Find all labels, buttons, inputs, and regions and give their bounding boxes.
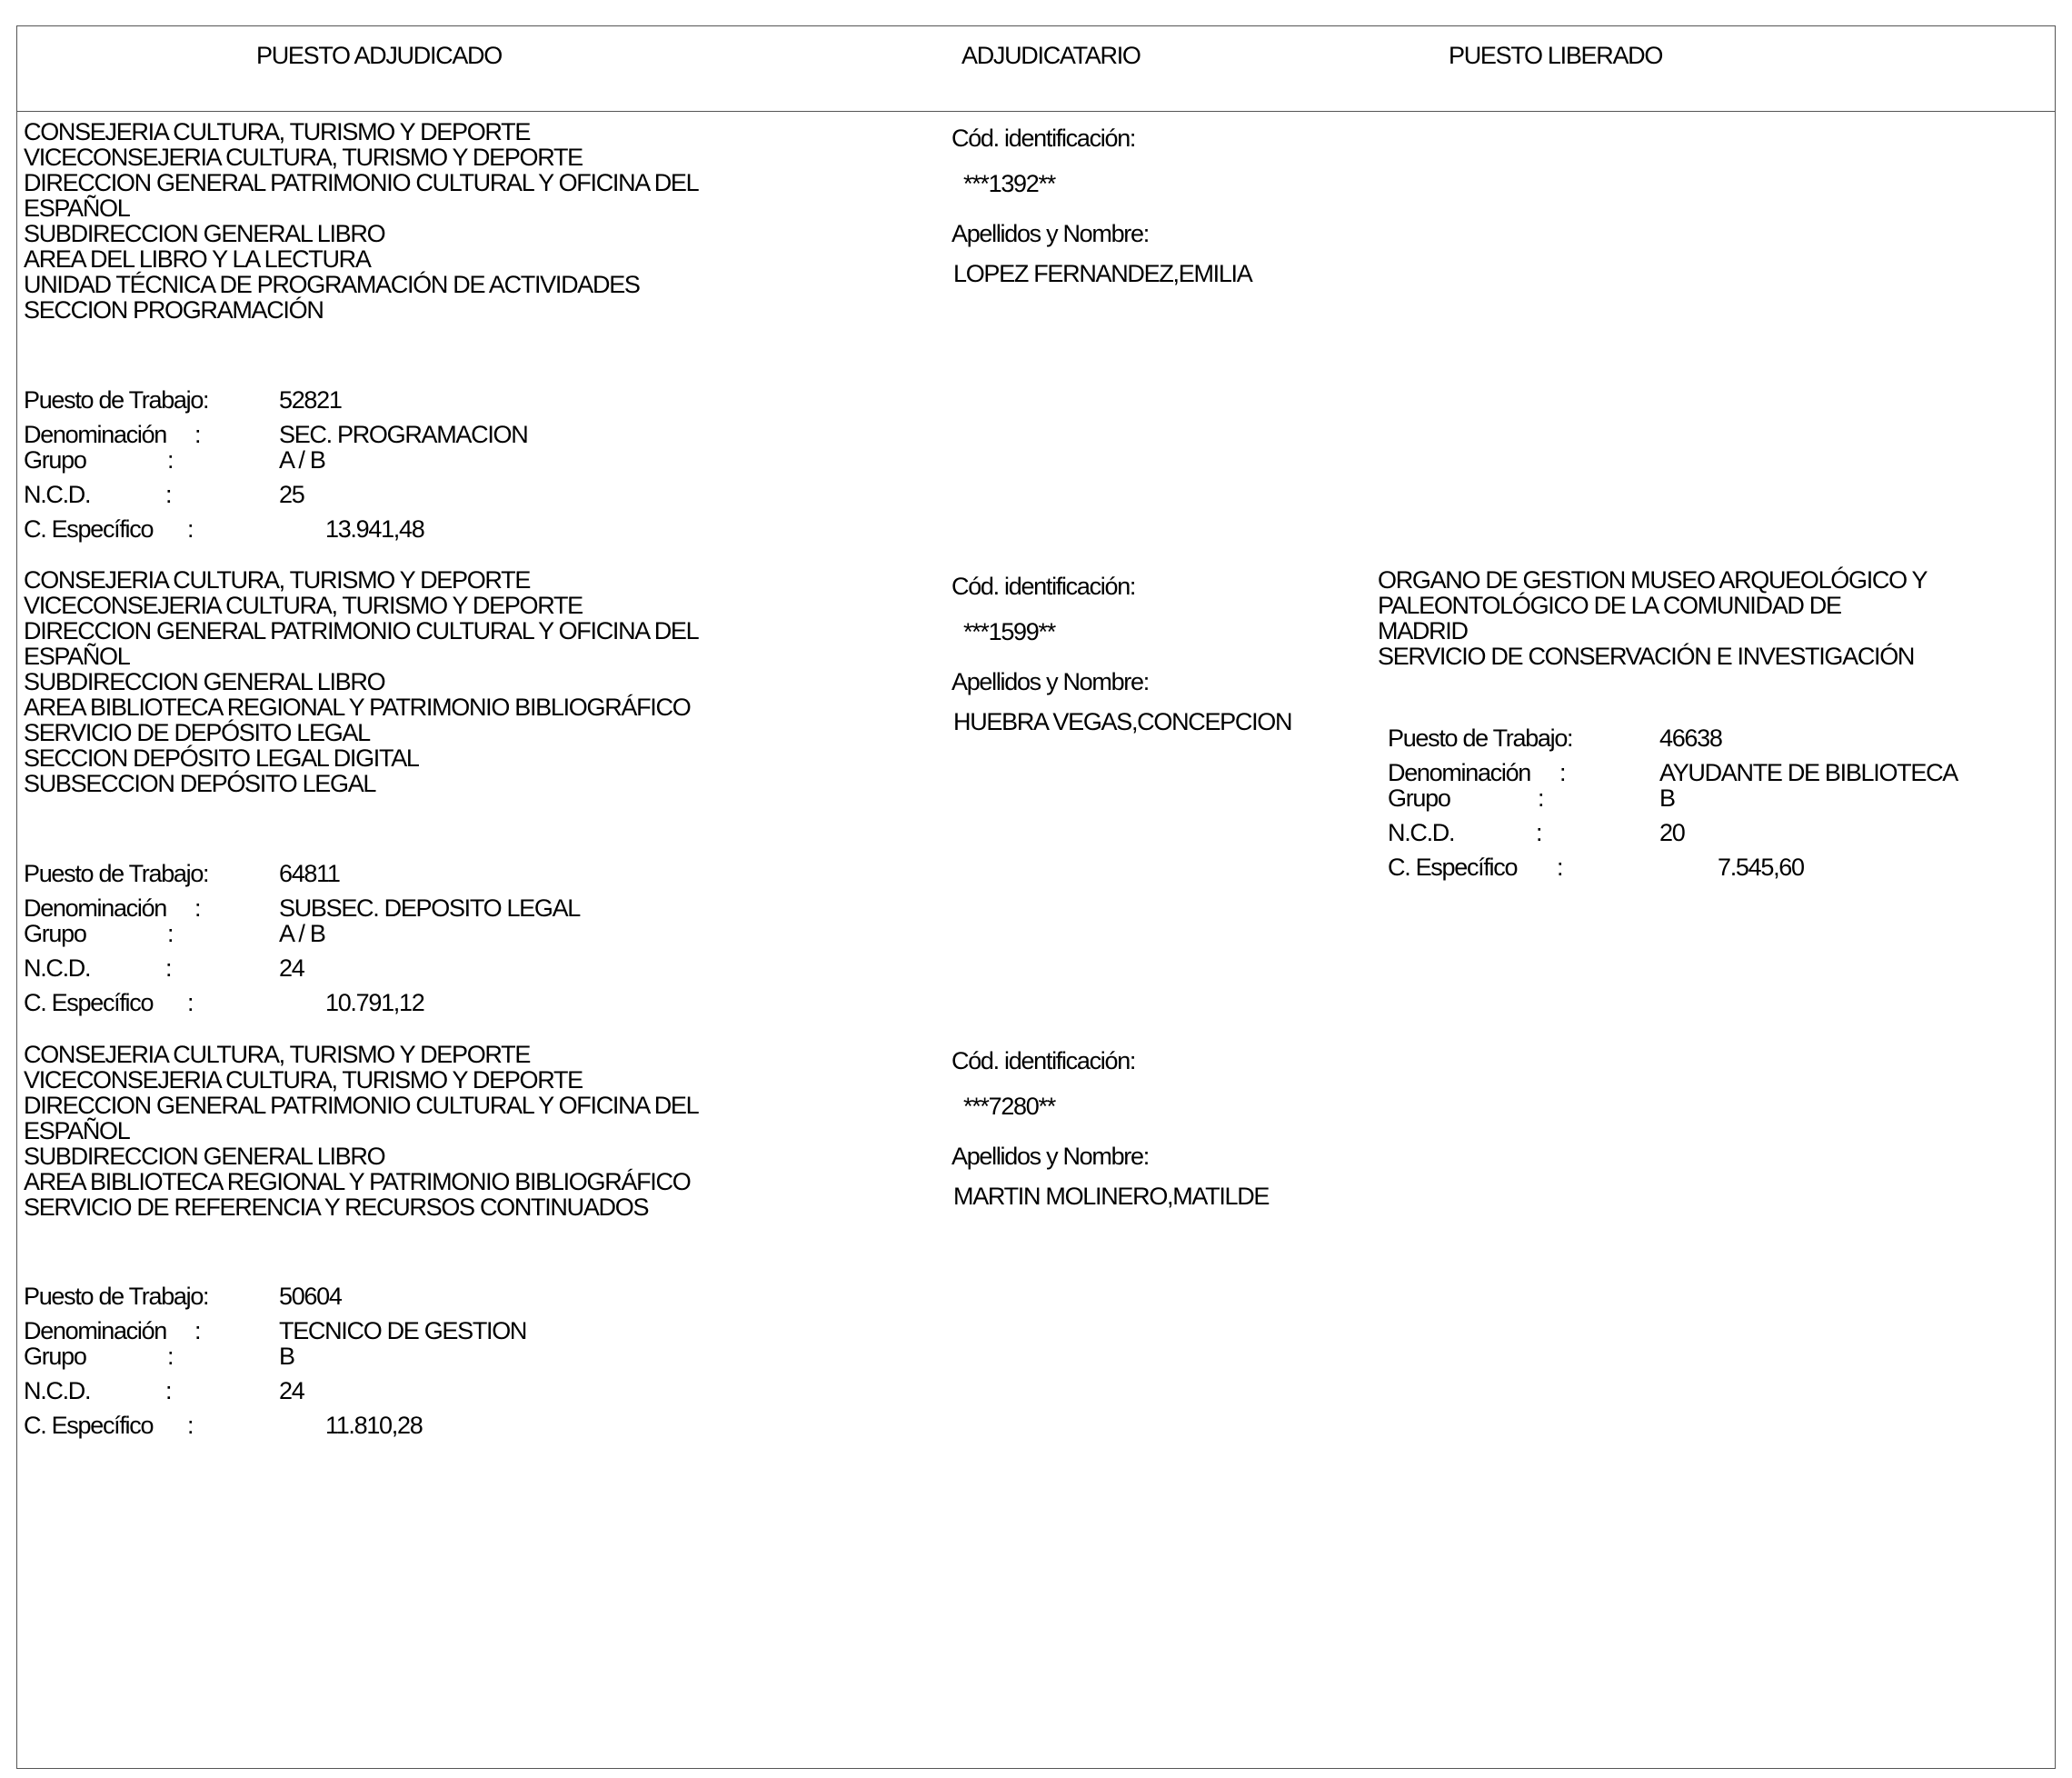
entry-3-puesto-label: Puesto de Trabajo: xyxy=(24,1283,209,1310)
entry-3-especifico-value: 11.810,28 xyxy=(325,1412,423,1439)
entry-1-especifico-value: 13.941,48 xyxy=(325,515,424,543)
entry-1-denominacion-label: Denominación xyxy=(24,421,166,448)
entry-2-ncd-value: 24 xyxy=(279,954,304,982)
entry-2-cod-label: Cód. identificación: xyxy=(951,573,1136,600)
entry-1-grupo-colon: : xyxy=(167,446,174,474)
entry-2-especifico-value: 10.791,12 xyxy=(325,989,424,1016)
entry-2-denominacion-value: SUBSEC. DEPOSITO LEGAL xyxy=(279,894,581,922)
entry-2-grupo-colon: : xyxy=(167,920,174,947)
entry-1-grupo-label: Grupo xyxy=(24,446,86,474)
entry-2-liberado-puesto-value: 46638 xyxy=(1659,724,1722,752)
entry-2-liberado-ncd-value: 20 xyxy=(1659,819,1685,846)
entry-3-cod-label: Cód. identificación: xyxy=(951,1047,1136,1074)
entry-3-ncd-value: 24 xyxy=(279,1377,304,1404)
entry-2-liberado-denominacion-colon: : xyxy=(1559,759,1566,786)
header-adjudicatario: ADJUDICATARIO xyxy=(961,42,1141,69)
entry-1-especifico-colon: : xyxy=(187,515,194,543)
entry-1-nombre-value: LOPEZ FERNANDEZ,EMILIA xyxy=(953,260,1252,287)
entry-3-grupo-colon: : xyxy=(167,1343,174,1370)
entry-2-liberado-ncd-colon: : xyxy=(1536,819,1542,846)
entry-1-puesto-label: Puesto de Trabajo: xyxy=(24,386,209,414)
entry-3-cod-value: ***7280** xyxy=(963,1093,1055,1120)
entry-3-especifico-label: C. Específico xyxy=(24,1412,154,1439)
entry-1-puesto-value: 52821 xyxy=(279,386,342,414)
entry-1-especifico-label: C. Específico xyxy=(24,515,154,543)
entry-2-apellidos-label: Apellidos y Nombre: xyxy=(951,668,1149,695)
entry-2-especifico-colon: : xyxy=(187,989,194,1016)
entry-1-apellidos-label: Apellidos y Nombre: xyxy=(951,220,1149,247)
entry-2-liberado-especifico-value: 7.545,60 xyxy=(1718,854,1804,881)
entry-3-denominacion-value: TECNICO DE GESTION xyxy=(279,1317,527,1344)
entry-3-ncd-colon: : xyxy=(165,1377,172,1404)
header-divider xyxy=(16,111,2056,112)
entry-2-denominacion-label: Denominación xyxy=(24,894,166,922)
entry-3-denominacion-colon: : xyxy=(194,1317,201,1344)
entry-3-organization: CONSEJERIA CULTURA, TURISMO Y DEPORTE VICECONSEJERIA CULTURA, TURISMO Y DEPORTE DIRECCION GENERAL PATRIMONIO CULTURAL Y OFICINA DEL ESPAÑOL SUBDIRECCION GENERAL LIBRO AREA BIBLIOTECA REGIONAL Y PATRIMONIO BIBLIOGRÁFICO SERVICIO DE REFERENCIA Y RECURSOS CONTINUADOS xyxy=(24,1041,699,1221)
entry-1-ncd-colon: : xyxy=(165,481,172,508)
entry-2-liberado-organization: ORGANO DE GESTION MUSEO ARQUEOLÓGICO Y PALEONTOLÓGICO DE LA COMUNIDAD DE MADRID SERVICIO DE CONSERVACIÓN E INVESTIGACIÓN xyxy=(1378,566,1928,670)
entry-1-ncd-label: N.C.D. xyxy=(24,481,91,508)
entry-2-organization: CONSEJERIA CULTURA, TURISMO Y DEPORTE VICECONSEJERIA CULTURA, TURISMO Y DEPORTE DIRECCION GENERAL PATRIMONIO CULTURAL Y OFICINA DEL ESPAÑOL SUBDIRECCION GENERAL LIBRO AREA BIBLIOTECA REGIONAL Y PATRIMONIO BIBLIOGRÁFICO SERVICIO DE DEPÓSITO LEGAL SECCION DEPÓSITO LEGAL DIGITAL SUBSECCION DEPÓSITO LEGAL xyxy=(24,566,699,797)
entry-2-nombre-value: HUEBRA VEGAS,CONCEPCION xyxy=(953,708,1292,735)
entry-3-apellidos-label: Apellidos y Nombre: xyxy=(951,1143,1149,1170)
entry-2-puesto-label: Puesto de Trabajo: xyxy=(24,860,209,887)
entry-1-cod-label: Cód. identificación: xyxy=(951,125,1136,152)
entry-2-liberado-puesto-label: Puesto de Trabajo: xyxy=(1388,724,1573,752)
entry-1-denominacion-colon: : xyxy=(194,421,201,448)
entry-1-organization: CONSEJERIA CULTURA, TURISMO Y DEPORTE VICECONSEJERIA CULTURA, TURISMO Y DEPORTE DIRECCION GENERAL PATRIMONIO CULTURAL Y OFICINA DEL ESPAÑOL SUBDIRECCION GENERAL LIBRO AREA DEL LIBRO Y LA LECTURA UNIDAD TÉCNICA DE PROGRAMACIÓN DE ACTIVIDADES SECCION PROGRAMACIÓN xyxy=(24,118,699,324)
entry-2-ncd-label: N.C.D. xyxy=(24,954,91,982)
entry-3-especifico-colon: : xyxy=(187,1412,194,1439)
entry-3-grupo-value: B xyxy=(279,1343,294,1370)
entry-1-cod-value: ***1392** xyxy=(963,170,1055,197)
entry-2-puesto-value: 64811 xyxy=(279,860,340,887)
entry-2-liberado-denominacion-value: AYUDANTE DE BIBLIOTECA xyxy=(1659,759,1957,786)
entry-2-denominacion-colon: : xyxy=(194,894,201,922)
header-puesto-liberado: PUESTO LIBERADO xyxy=(1449,42,1663,69)
entry-3-nombre-value: MARTIN MOLINERO,MATILDE xyxy=(953,1183,1270,1210)
entry-2-liberado-grupo-colon: : xyxy=(1538,784,1544,812)
entry-3-ncd-label: N.C.D. xyxy=(24,1377,91,1404)
entry-1-denominacion-value: SEC. PROGRAMACION xyxy=(279,421,528,448)
entry-2-cod-value: ***1599** xyxy=(963,618,1055,645)
entry-3-puesto-value: 50604 xyxy=(279,1283,342,1310)
entry-2-liberado-ncd-label: N.C.D. xyxy=(1388,819,1455,846)
entry-3-denominacion-label: Denominación xyxy=(24,1317,166,1344)
header-puesto-adjudicado: PUESTO ADJUDICADO xyxy=(256,42,502,69)
entry-3-grupo-label: Grupo xyxy=(24,1343,86,1370)
entry-1-ncd-value: 25 xyxy=(279,481,304,508)
entry-2-liberado-grupo-label: Grupo xyxy=(1388,784,1450,812)
entry-2-ncd-colon: : xyxy=(165,954,172,982)
entry-2-liberado-grupo-value: B xyxy=(1659,784,1675,812)
entry-2-grupo-label: Grupo xyxy=(24,920,86,947)
entry-2-liberado-especifico-colon: : xyxy=(1557,854,1563,881)
entry-2-especifico-label: C. Específico xyxy=(24,989,154,1016)
entry-2-liberado-especifico-label: C. Específico xyxy=(1388,854,1518,881)
entry-1-grupo-value: A / B xyxy=(279,446,325,474)
entry-2-grupo-value: A / B xyxy=(279,920,325,947)
entry-2-liberado-denominacion-label: Denominación xyxy=(1388,759,1530,786)
